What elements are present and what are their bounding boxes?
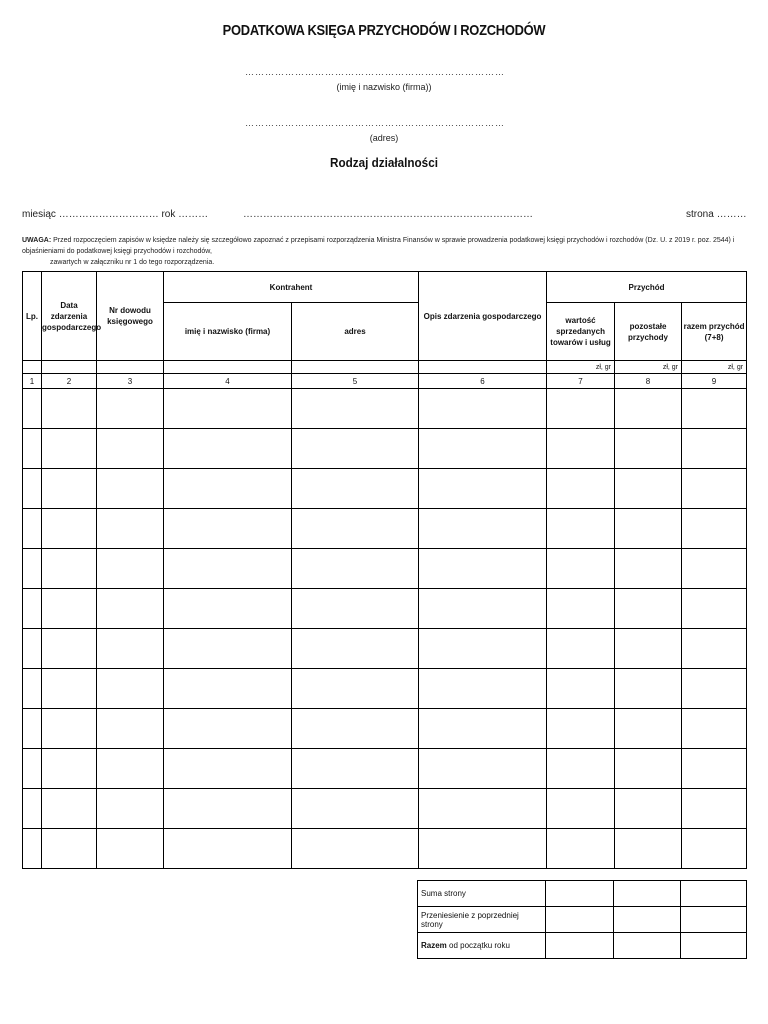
page-label: strona [686,209,714,220]
entry-cell[interactable] [42,709,97,749]
entry-cell[interactable] [419,589,547,629]
entry-cell[interactable] [97,669,164,709]
table-row [23,509,747,549]
carry-over-label: Przeniesienie z poprzedniej strony [418,907,546,933]
entry-cell[interactable] [615,549,682,589]
unit-cell [23,361,42,374]
column-number: 4 [164,374,292,389]
middle-dots-field[interactable]: …………………………………………………………………………… [243,209,533,220]
entry-cell[interactable] [419,509,547,549]
entry-cell[interactable] [292,389,419,429]
header-doc-number: Nr dowodu księgowego [97,272,164,361]
address-line[interactable]: …………………………………………………………………… [245,118,505,128]
entry-cell[interactable] [547,509,615,549]
entry-cell[interactable] [682,509,747,549]
entry-cell[interactable] [682,669,747,709]
entry-cell[interactable] [42,589,97,629]
column-number: 3 [97,374,164,389]
summary-table [417,880,747,959]
entry-cell[interactable] [547,389,615,429]
entry-cell[interactable] [292,589,419,629]
entry-cell[interactable] [97,429,164,469]
entry-cell[interactable] [23,469,42,509]
table-row [23,829,747,869]
entry-cell[interactable] [419,429,547,469]
entry-cell[interactable] [97,749,164,789]
entry-cell[interactable] [292,429,419,469]
entry-cell[interactable] [23,629,42,669]
entry-cell[interactable] [164,829,292,869]
entry-cell[interactable] [292,469,419,509]
entry-cell[interactable] [419,669,547,709]
entry-cell[interactable] [23,709,42,749]
header-contractor: Kontrahent [164,272,419,303]
year-total-bold: Razem [421,941,447,950]
year-total-rest: od początku roku [446,941,510,950]
entry-cell[interactable] [42,829,97,869]
table-row [23,749,747,789]
entry-cell[interactable] [97,509,164,549]
page-dots: ……… [716,209,747,220]
entry-cell[interactable] [682,469,747,509]
year-total-label [418,933,546,959]
entry-cell[interactable] [23,509,42,549]
entry-cell[interactable] [682,389,747,429]
entry-cell[interactable] [292,669,419,709]
entry-cell[interactable] [97,389,164,429]
document-title: PODATKOWA KSIĘGA PRZYCHODÓW I ROZCHODÓW [222,22,546,39]
entry-cell[interactable] [419,549,547,589]
entry-cell[interactable] [615,589,682,629]
ledger-table [22,271,747,869]
table-row [23,549,747,589]
entry-cell[interactable] [97,709,164,749]
entry-cell[interactable] [615,429,682,469]
carry-over-cell[interactable] [681,907,747,933]
month-field[interactable] [22,209,208,220]
entry-cell[interactable] [682,589,747,629]
entry-cell[interactable] [164,429,292,469]
entry-cell[interactable] [615,829,682,869]
table-row [23,789,747,829]
column-number: 8 [615,374,682,389]
entry-cell[interactable] [164,749,292,789]
table-row [23,469,747,509]
entry-cell[interactable] [547,549,615,589]
entry-cell[interactable] [23,389,42,429]
entry-cell[interactable] [682,709,747,749]
year-total-cell[interactable] [546,933,614,959]
entry-cell[interactable] [547,709,615,749]
table-row [23,389,747,429]
entry-cell[interactable] [615,669,682,709]
page-sum-label: Suma strony [418,881,546,907]
owner-name-caption: (imię i nazwisko (firma)) [336,82,432,92]
column-number: 6 [419,374,547,389]
entry-cell[interactable] [615,389,682,429]
address-caption: (adres) [369,133,399,143]
column-number: 9 [682,374,747,389]
table-row [23,429,747,469]
entry-cell[interactable] [615,469,682,509]
month-label: miesiąc [22,209,56,220]
month-dots: ………………………… [58,209,159,220]
entry-cell[interactable] [23,789,42,829]
entry-cell[interactable] [547,469,615,509]
activity-type-heading: Rodzaj działalności [330,155,438,170]
year-total-cell[interactable] [681,933,747,959]
entry-cell[interactable] [615,509,682,549]
entry-cell[interactable] [42,509,97,549]
page-sum-cell[interactable] [681,881,747,907]
entry-cell[interactable] [419,789,547,829]
entry-cell[interactable] [292,709,419,749]
unit-row [23,361,747,374]
entry-cell[interactable] [164,669,292,709]
table-row [23,589,747,629]
page-sum-cell[interactable] [614,881,681,907]
unit-cell [419,361,547,374]
entry-cell[interactable] [164,469,292,509]
unit-cell [97,361,164,374]
column-number: 5 [292,374,419,389]
entry-cell[interactable] [42,629,97,669]
entry-cell[interactable] [292,509,419,549]
note-label: UWAGA: [22,237,52,244]
entry-cell[interactable] [682,829,747,869]
unit-cell [164,361,292,374]
unit-label: zł, gr [615,361,682,374]
entry-cell[interactable] [23,429,42,469]
header-contractor-address: adres [292,303,419,361]
entry-cell[interactable] [23,549,42,589]
entry-cell[interactable] [682,549,747,589]
page-number-field[interactable] [686,209,747,220]
entry-cell[interactable] [97,469,164,509]
owner-name-line[interactable]: …………………………………………………………………… [245,67,505,77]
entry-cell[interactable] [292,829,419,869]
entry-cell[interactable] [97,829,164,869]
unit-cell [42,361,97,374]
entry-cell[interactable] [164,589,292,629]
warning-note [22,235,750,268]
entry-cell[interactable] [164,549,292,589]
entry-cell[interactable] [42,429,97,469]
note-line-1: Przed rozpoczęciem zapisów w księdze należy się szczegółowo zapoznać z przepisami rozporządzenia Ministra Finansów w sprawie prowadzenia podatkowej księgi przychodów i rozchodów (Dz. U. z 2019 r. poz. 2544) i objaśnieniami do podatkowej księgi przychodów i rozchodów, [22,237,735,255]
entry-cell[interactable] [164,509,292,549]
entry-cell[interactable] [23,749,42,789]
entry-cell[interactable] [419,469,547,509]
entry-cell[interactable] [547,629,615,669]
entry-cell[interactable] [547,829,615,869]
entry-cell[interactable] [42,469,97,509]
entry-cell[interactable] [547,589,615,629]
entry-cell[interactable] [547,749,615,789]
entry-cell[interactable] [615,749,682,789]
table-row [23,669,747,709]
entry-cell[interactable] [42,669,97,709]
entry-cell[interactable] [615,629,682,669]
year-total-cell[interactable] [614,933,681,959]
entry-cell[interactable] [23,669,42,709]
entry-cell[interactable] [23,829,42,869]
header-sales-value: wartość sprzedanych towarów i usług [547,303,615,361]
entry-cell[interactable] [419,749,547,789]
entry-cell[interactable] [292,549,419,589]
header-contractor-name: imię i nazwisko (firma) [164,303,292,361]
entry-cell[interactable] [42,789,97,829]
page-sum-cell[interactable] [546,881,614,907]
entry-cell[interactable] [42,549,97,589]
table-row [23,629,747,669]
entry-cell[interactable] [682,429,747,469]
entry-cell[interactable] [419,709,547,749]
year-dots: ……… [178,209,209,220]
header-lp: Lp. [23,272,42,361]
entry-cell[interactable] [164,709,292,749]
header-income: Przychód [547,272,747,303]
entry-cell[interactable] [97,549,164,589]
entry-cell[interactable] [547,789,615,829]
entry-cell[interactable] [292,629,419,669]
column-number: 7 [547,374,615,389]
header-date: Data zdarzenia gospodarczego [42,272,97,361]
entry-cell[interactable] [42,389,97,429]
entry-cell[interactable] [164,389,292,429]
entry-cell[interactable] [97,629,164,669]
entry-cell[interactable] [292,749,419,789]
entry-cell[interactable] [419,829,547,869]
table-row [23,709,747,749]
entry-cell[interactable] [615,789,682,829]
entry-cell[interactable] [23,589,42,629]
header-total-income: razem przychód (7+8) [682,303,747,361]
note-line-2: zawartych w załączniku nr 1 do tego rozporządzenia. [50,259,215,266]
carry-over-cell[interactable] [614,907,681,933]
entry-cell[interactable] [164,789,292,829]
entry-cell[interactable] [419,389,547,429]
entry-cell[interactable] [682,789,747,829]
entry-cell[interactable] [97,789,164,829]
entry-cell[interactable] [547,429,615,469]
column-number: 1 [23,374,42,389]
entry-cell[interactable] [419,629,547,669]
entry-cell[interactable] [97,589,164,629]
entry-cell[interactable] [682,749,747,789]
column-number-row [23,374,747,389]
entry-cell[interactable] [615,709,682,749]
year-label: rok [161,209,176,220]
entry-cell[interactable] [682,629,747,669]
unit-label: zł, gr [682,361,747,374]
entry-cell[interactable] [292,789,419,829]
entry-cell[interactable] [42,749,97,789]
column-number: 2 [42,374,97,389]
entry-cell[interactable] [547,669,615,709]
carry-over-cell[interactable] [546,907,614,933]
entry-cell[interactable] [164,629,292,669]
entry-rows [23,389,747,869]
header-description: Opis zdarzenia gospodarczego [419,272,547,361]
unit-cell [292,361,419,374]
unit-label: zł, gr [547,361,615,374]
header-other-income: pozostałe przychody [615,303,682,361]
